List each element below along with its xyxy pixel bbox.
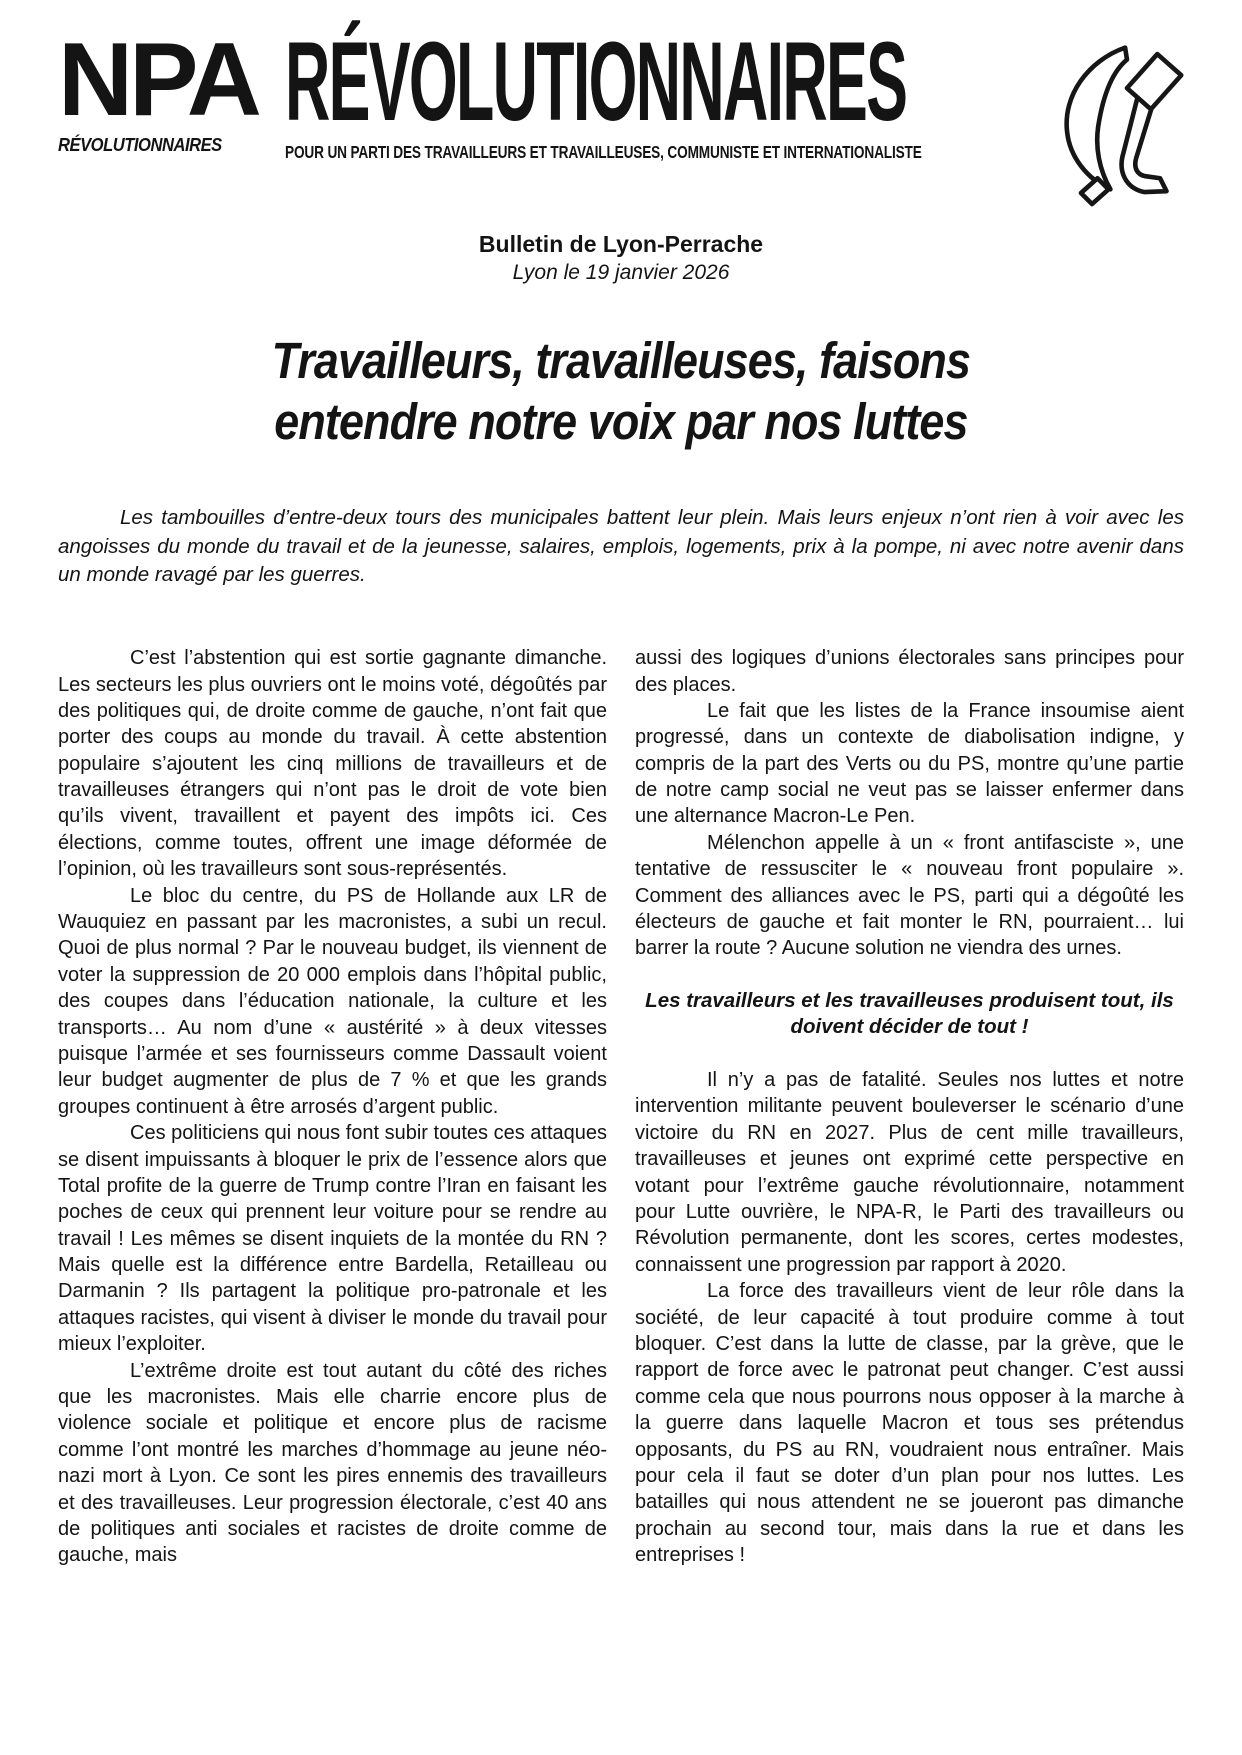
page-title-line1: Travailleurs, travailleuses, faisons xyxy=(271,331,971,389)
paragraph: L’extrême droite est tout autant du côté des riches que les macronistes. Mais elle charrie encore plus de violence sociale et politique et encore plus de racisme comme l’ont montré les marches d’hommage au jeune néo-nazi mort à Lyon. Ce sont les pires ennemis des travailleurs et des travailleuses. Leur progression électorale, c’est 40 ans de politiques anti sociales et racistes de droite comme de gauche, mais xyxy=(58,1359,607,1567)
npa-logo xyxy=(58,22,258,156)
paragraph: Ces politiciens qui nous font subir toutes ces attaques se disent impuissants à bloquer le prix de l’essence alors que Total profite de la guerre de Trump contre l’Iran en faisant les poches de ceux qui prennent leur voiture pour se rendre au travail ! Les mêmes se disent inquiets de la montée du RN ? Mais quelle est la différence entre Bardella, Retailleau ou Darmanin ? Ils partagent la politique pro-patronale et les attaques racistes, qui visent à diviser le monde du travail pour mieux l’exploiter. xyxy=(58,1122,607,1356)
paragraph: Le fait que les listes de la France insoumise aient progressé, dans un contexte de diabolisation indigne, y compris de la part des Verts ou du PS, montre qu’une partie de notre camp social ne veut pas se laisser enfermer dans une alternance Macron-Le Pen. xyxy=(635,699,1184,828)
bulletin-title: Bulletin de Lyon-Perrache xyxy=(478,231,764,257)
right-column xyxy=(635,645,1184,1569)
left-column xyxy=(58,645,607,1569)
paragraph: Il n’y a pas de fatalité. Seules nos luttes et notre intervention militante peuvent bouleverser le scénario d’une victoire du RN en 2027. Plus de cent mille travailleurs, travailleuses et jeunes ont exprimé cette perspective en votant pour l’extrême gauche révolutionnaire, notamment pour Lutte ouvrière, le NPA-R, le Parti des travailleurs ou Révolution permanente, dont les scores, certes modestes, connaissent une progression par rapport à 2020. xyxy=(635,1069,1184,1276)
masthead-title: RÉVOLUTIONNAIRES xyxy=(285,19,907,144)
body-columns xyxy=(58,645,1184,1569)
hammer-and-sickle-icon xyxy=(1046,38,1184,215)
npa-logo-subtext: RÉVOLUTIONNAIRES xyxy=(58,135,222,156)
paragraph: La force des travailleurs vient de leur rôle dans la société, de leur capacité à tout produire comme à tout bloquer. C’est dans la lutte de classe, par la grève, que le rapport de force avec le patronat peut changer. C’est aussi comme cela que nous pourrons nous opposer à la marche à la guerre dans laquelle Macron et tous ses prétendus opposants, du PS au RN, voudraient nous entraîner. Mais pour cela il faut se doter d’un plan pour nos luttes. Les batailles qui nous attendent ne se joueront pas dimanche prochain au second tour, mais dans la rue et dans les entreprises ! xyxy=(635,1280,1184,1567)
paragraph: C’est l’abstention qui est sortie gagnante dimanche. Les secteurs les plus ouvriers ont le moins voté, dégoûtés par des politiques qui, de droite comme de gauche, n’ont fait que porter des coups au monde du travail. À cette abstention populaire s’ajoutent les cinq millions de travailleurs et de travailleuses étrangers qui n’ont pas le droit de vote bien qu’ils vivent, travaillent et payent des impôts ici. Ces élections, comme toutes, offrent une image déformée de l’opinion, où les travailleurs sont sous-représentés. xyxy=(58,647,607,881)
masthead-header xyxy=(58,19,1184,215)
paragraph: Le bloc du centre, du PS de Hollande aux LR de Wauquiez en passant par les macronistes, a subi un recul. Quoi de plus normal ? Par le nouveau budget, ils viennent de voter la suppression de 20 000 emplois dans l’hôpital public, des coupes dans l’éducation nationale, la culture et les transports… Au nom d’une « austérité » à deux vitesses puisque l’armée et ses fournisseurs comme Dassault voient leur budget augmenter de plus de 7 % et que les grands groupes continuent à être arrosés d’argent public. xyxy=(58,884,607,1118)
page-title-line2: entendre notre voix par nos luttes xyxy=(274,393,968,451)
masthead-tagline: POUR UN PARTI DES TRAVAILLEURS ET TRAVAILLEUSES, COMMUNISTE ET INTERNATIONALISTE xyxy=(285,141,922,162)
bulletin-dateline: Lyon le 19 janvier 2026 xyxy=(512,260,730,284)
intro-paragraph: Les tambouilles d’entre-deux tours des municipales battent leur plein. Mais leurs enjeux n’ont rien à voir avec les angoisses du monde du travail et de la jeunesse, salaires, emplois, logements, prix à la pompe, ni avec notre avenir dans un monde ravagé par les guerres. xyxy=(58,506,1184,586)
paragraph-continuation: aussi des logiques d’unions électorales sans principes pour des places. xyxy=(635,647,1184,696)
column-subheading: Les travailleurs et les travailleuses produisent tout, ils doivent décider de tout ! xyxy=(645,988,1174,1039)
masthead-block xyxy=(285,19,1038,163)
page-title xyxy=(58,330,1184,452)
paragraph: Mélenchon appelle à un « front antifasciste », une tentative de ressusciter le « nouveau front populaire ». Comment des alliances avec le PS, parti qui a dégoûté les électeurs de gauche et fait monter le RN, pourraient… lui barrer la route ? Aucune solution ne viendra des urnes. xyxy=(635,831,1184,960)
npa-logo-text: NPA xyxy=(58,22,258,138)
